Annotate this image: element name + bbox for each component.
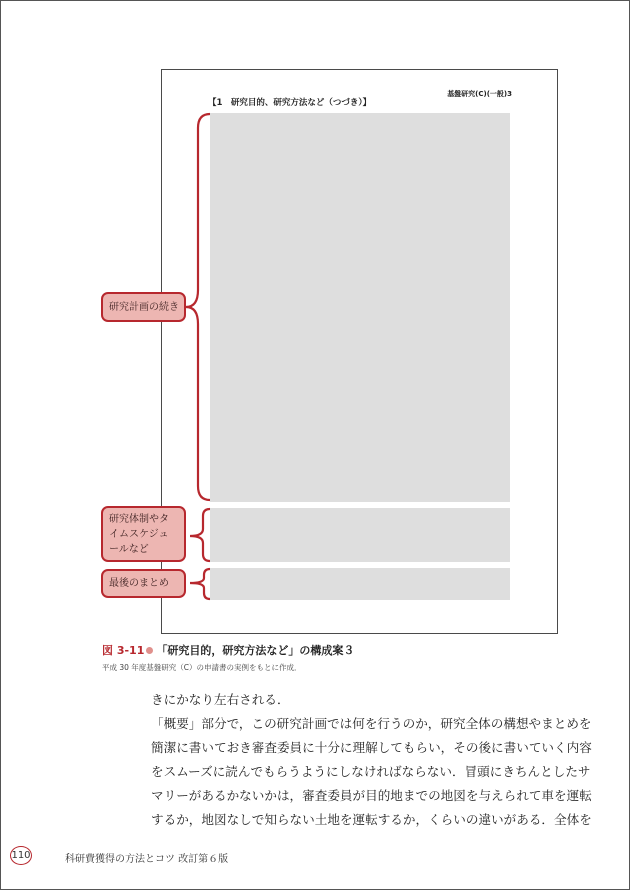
figure-caption <box>102 642 354 658</box>
bullet-dot-icon <box>146 647 153 654</box>
placeholder-summary <box>210 568 510 600</box>
placeholder-research-plan <box>210 113 510 502</box>
brace-group <box>184 110 214 602</box>
brace-schedule <box>190 509 210 561</box>
callout-research-plan: 研究計画の続き <box>101 292 186 322</box>
brace-summary <box>190 569 210 599</box>
running-footer-title: 科研費獲得の方法とコツ 改訂第６版 <box>65 854 229 865</box>
callout-schedule: 研究体制やタイムスケジュールなど <box>101 506 186 562</box>
body-line: きにかなり左右される． <box>151 692 290 707</box>
body-line: するか，地図なしで知らない土地を運転するか，くらいの違いがある．全体を <box>151 812 592 827</box>
brace-research-plan <box>186 114 210 500</box>
body-line: マリーがあるかないかは，審査委員が目的地までの地図を与えられて車を運転 <box>151 788 592 803</box>
form-section-heading: 【1 研究目的、研究方法など（つづき）】 <box>208 98 372 108</box>
body-line: をスムーズに読んでもらうようにしなければならない．冒頭にきちんとしたサ <box>151 764 591 779</box>
callout-summary: 最後のまとめ <box>101 569 186 598</box>
figure-note: 平成 30 年度基盤研究（C）の申請書の実例をもとに作成． <box>102 663 302 672</box>
figure-number: 図 3-11 <box>102 644 145 657</box>
page-number: 110 <box>10 846 32 865</box>
body-text <box>151 688 592 832</box>
body-line: 「概要」部分で，この研究計画では何を行うのか，研究全体の構想やまとめを <box>151 716 592 731</box>
form-category-label: 基盤研究(C)(一般)3 <box>447 90 512 98</box>
placeholder-schedule <box>210 508 510 562</box>
body-line: 簡潔に書いておき審査委員に十分に理解してもらい，その後に書いていく内容 <box>151 740 592 755</box>
figure-title: 「研究目的，研究方法など」の構成案３ <box>156 644 355 657</box>
